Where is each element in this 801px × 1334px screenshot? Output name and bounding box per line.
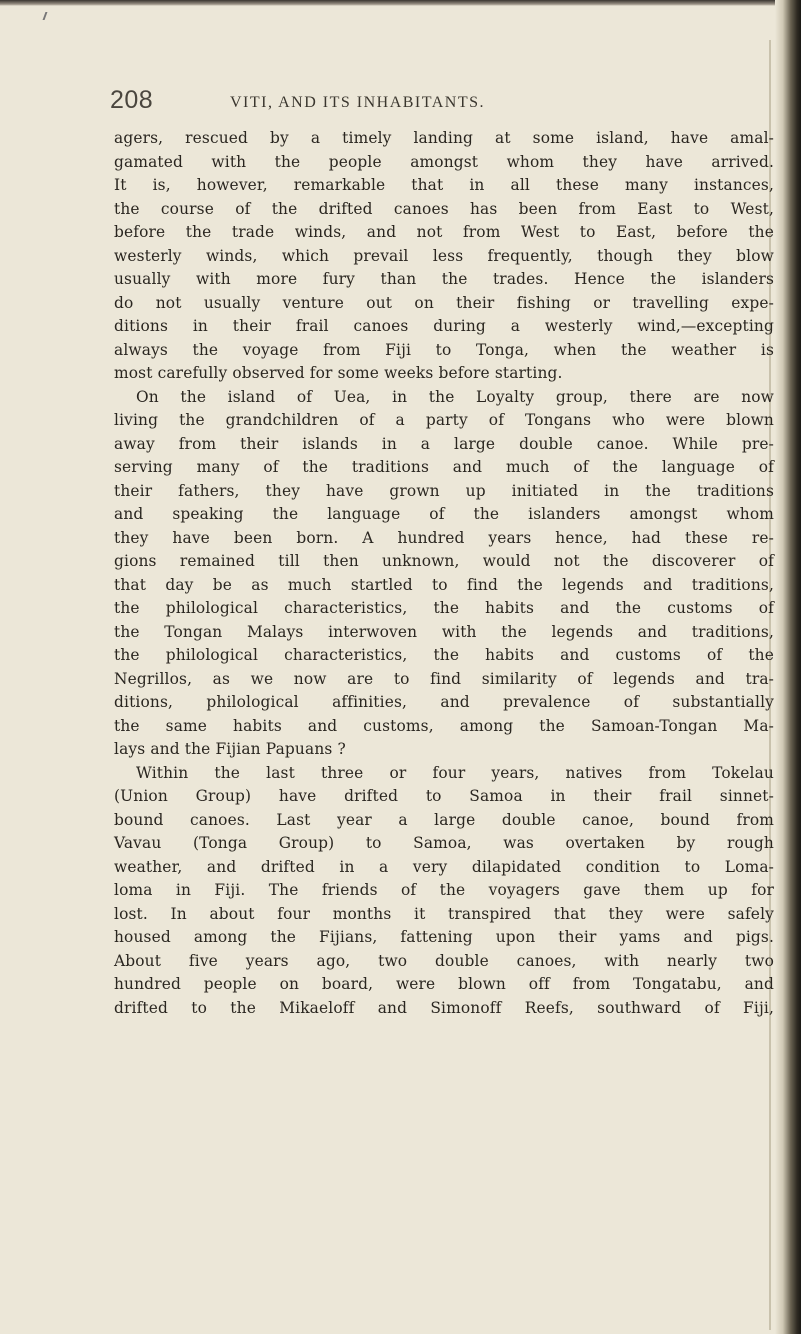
tick-mark (43, 12, 52, 20)
text-line: gions remained till then unknown, would not the discoverer of (114, 552, 774, 570)
text-line: the course of the drifted canoes has been from East to West, (114, 199, 774, 218)
text-line: that day be as much startled to find the legends and traditions, (114, 575, 774, 594)
text-line: the philological characteristics, the habits and the customs of (114, 599, 774, 617)
text-line: gamated with the people amongst whom they have arrived. (114, 152, 774, 171)
page-number: 208 (110, 86, 154, 114)
text-line: lost. In about four months it transpired that they were safely (114, 904, 774, 923)
text-line: the same habits and customs, among the Samoan-Tongan Ma- (114, 716, 774, 735)
text-line: ditions in their frail canoes during a westerly wind,—excepting (114, 317, 774, 335)
text-line: most carefully observed for some weeks before starting. (114, 364, 563, 382)
text-line: loma in Fiji. The friends of the voyagers gave them up for (114, 881, 774, 899)
text-line: agers, rescued by a timely landing at some island, have amal- (114, 129, 774, 147)
text-line: lays and the Fijian Papuans ? (114, 740, 346, 758)
text-line: and speaking the language of the islanders amongst whom (114, 505, 774, 523)
text-line: usually with more fury than the trades. Hence the islanders (114, 270, 774, 288)
text-line: Within the last three or four years, natives from Tokelau (136, 763, 774, 782)
page-header (110, 82, 790, 122)
page-top-edge (0, 0, 801, 6)
text-line: the Tongan Malays interwoven with the legends and traditions, (114, 622, 774, 641)
running-head: VITI, AND ITS INHABITANTS. (230, 94, 486, 111)
text-line: drifted to the Mikaeloff and Simonoff Reefs, southward of Fiji, (114, 998, 774, 1017)
page-body (114, 127, 774, 1020)
text-line: It is, however, remarkable that in all these many instances, (114, 176, 774, 194)
text-line: they have been born. A hundred years hence, had these re- (114, 528, 774, 547)
text-line: Negrillos, as we now are to find similarity of legends and tra- (114, 669, 774, 688)
text-line: away from their islands in a large double canoe. While pre- (114, 434, 774, 453)
text-line: hundred people on board, were blown off from Tongatabu, and (114, 975, 774, 993)
text-line: living the grandchildren of a party of Tongans who were blown (114, 411, 774, 429)
text-line: always the voyage from Fiji to Tonga, when the weather is (114, 340, 774, 359)
text-line: bound canoes. Last year a large double canoe, bound from (114, 810, 774, 829)
page-binding-shadow (775, 0, 801, 1334)
text-line: westerly winds, which prevail less frequently, though they blow (114, 246, 774, 265)
text-line: weather, and drifted in a very dilapidated condition to Loma- (114, 857, 774, 876)
text-line: (Union Group) have drifted to Samoa in their frail sinnet- (114, 787, 774, 805)
text-line: their fathers, they have grown up initiated in the traditions (114, 481, 774, 500)
text-line: serving many of the traditions and much of the language of (114, 458, 774, 476)
text-line: do not usually venture out on their fishing or travelling expe- (114, 293, 774, 312)
text-line: On the island of Uea, in the Loyalty group, there are now (136, 387, 774, 406)
text-line: before the trade winds, and not from West to East, before the (114, 223, 774, 241)
text-line: About five years ago, two double canoes, with nearly two (114, 951, 774, 970)
text-line: the philological characteristics, the habits and customs of the (114, 646, 774, 664)
text-line: housed among the Fijians, fattening upon their yams and pigs. (114, 928, 774, 946)
text-line: Vavau (Tonga Group) to Samoa, was overtaken by rough (114, 834, 774, 852)
text-line: ditions, philological affinities, and prevalence of substantially (114, 693, 774, 711)
